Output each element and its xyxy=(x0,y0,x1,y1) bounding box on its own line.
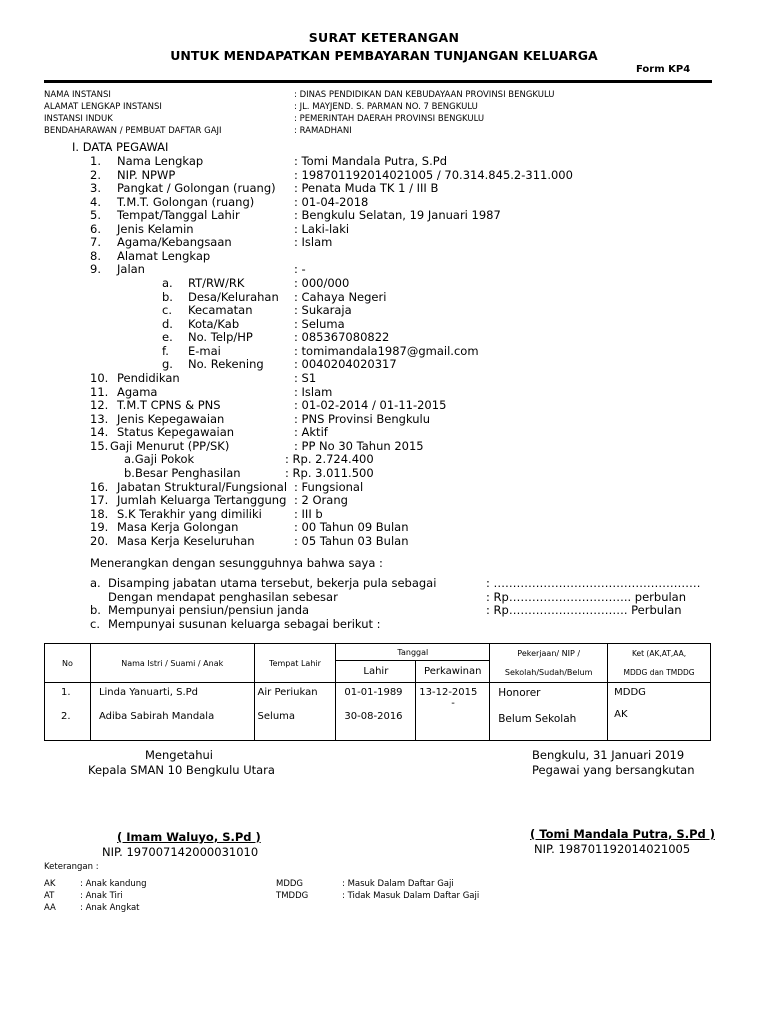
item-number: 8. xyxy=(90,248,101,263)
sign-left-nip: NIP. 197007142000031010 xyxy=(102,845,259,859)
legend-title: Keterangan : xyxy=(44,862,99,872)
row-tempat: Seluma xyxy=(257,711,296,722)
item-value: : - xyxy=(294,262,306,276)
instansi-label: NAMA INSTANSI xyxy=(44,90,111,100)
sign-right-date: Bengkulu, 31 Januari 2019 xyxy=(532,748,685,762)
header-ket xyxy=(608,644,711,683)
item-value: : 01-04-2018 xyxy=(294,194,369,209)
sub-item-value: : 000/000 xyxy=(294,276,350,290)
row-perkawinan: 13-12-2015 xyxy=(419,687,478,698)
item-value: : 2 Orang xyxy=(294,493,348,507)
sub-item-label: Desa/Kelurahan xyxy=(188,289,279,304)
item-label: T.M.T CPNS & PNS xyxy=(117,398,221,412)
item-label: Jumlah Keluarga Tertanggung xyxy=(117,493,287,507)
row-perkawinan: - xyxy=(451,698,455,709)
sub-item-label: E-mai xyxy=(188,343,221,358)
instansi-value: : JL. MAYJEND. S. PARMAN NO. 7 BENGKULU xyxy=(294,102,478,112)
item-number: 18. xyxy=(90,506,109,521)
item-number: 10. xyxy=(90,371,109,385)
item-value: : 198701192014021005 / 70.314.845.2-311.000 xyxy=(294,167,573,182)
item-value: : Islam xyxy=(294,384,333,399)
item-label: Jenis Kelamin xyxy=(117,221,194,236)
item-value: : III b xyxy=(294,506,323,521)
item-number: 15. xyxy=(90,438,109,453)
item-number: 4. xyxy=(90,194,101,209)
item-label: T.M.T. Golongan (ruang) xyxy=(117,194,255,209)
item-value: : 00 Tahun 09 Bulan xyxy=(294,520,409,534)
legend-code: AK xyxy=(44,879,56,889)
item-label: Jabatan Struktural/Fungsional xyxy=(117,479,288,494)
row-no: 2. xyxy=(61,711,71,722)
item-number: 19. xyxy=(90,520,109,534)
item-number: 9. xyxy=(90,262,101,276)
instansi-value: : RAMADHANI xyxy=(294,126,352,136)
item-number: 5. xyxy=(90,208,101,222)
item-number: 17. xyxy=(90,493,109,507)
item-label: Agama xyxy=(117,384,158,399)
row-nama: Linda Yanuarti, S.Pd xyxy=(98,687,199,698)
sub-item-letter: b. xyxy=(162,289,173,304)
header-no: No xyxy=(45,644,91,683)
legend-text: : Tidak Masuk Dalam Daftar Gaji xyxy=(342,891,480,901)
item-value: : PP No 30 Tahun 2015 xyxy=(294,438,424,453)
item-value: : Fungsional xyxy=(294,479,364,494)
header-tanggal: Tanggal xyxy=(336,644,490,661)
form-code: Form KP4 xyxy=(636,64,691,75)
sub-item-label: Kecamatan xyxy=(188,303,253,317)
row-tempat: Air Periukan xyxy=(257,687,318,698)
sub-item-value: : tomimandala1987@gmail.com xyxy=(294,343,479,358)
legend-text: : Anak Tiri xyxy=(80,891,123,901)
declaration-value: : Rp…………………………. Perbulan xyxy=(486,603,682,617)
row-nama: Adiba Sabirah Mandala xyxy=(98,711,215,722)
item-number: 1. xyxy=(90,154,101,168)
section-title: I. DATA PEGAWAI xyxy=(72,140,169,154)
sub-item-value: : 0040204020317 xyxy=(294,357,397,371)
item-value: : Aktif xyxy=(294,425,328,439)
declaration-text: Menerangkan dengan sesungguhnya bahwa saya : xyxy=(90,556,383,570)
header-tempat-lahir: Tempat Lahir xyxy=(254,644,336,683)
declaration-item: Dengan mendapat penghasilan sebesar xyxy=(108,589,338,604)
header-lahir: Lahir xyxy=(336,661,416,683)
sign-left-line1: Mengetahui xyxy=(145,748,213,762)
sign-left-name: ( Imam Waluyo, S.Pd ) xyxy=(117,830,261,844)
row-ket: MDDG xyxy=(614,687,646,698)
sub-item-letter: f. xyxy=(162,343,169,358)
item-value: : 01-02-2014 / 01-11-2015 xyxy=(294,398,447,412)
declaration-letter: c. xyxy=(90,617,100,631)
salary-label: a.Gaji Pokok xyxy=(124,452,195,466)
row-ket: AK xyxy=(614,709,628,720)
legend-code: TMDDG xyxy=(276,891,309,901)
sub-item-letter: c. xyxy=(162,303,172,317)
item-label: Masa Kerja Golongan xyxy=(117,520,239,534)
item-number: 13. xyxy=(90,411,109,426)
item-value: : 05 Tahun 03 Bulan xyxy=(294,534,409,548)
instansi-value: : DINAS PENDIDIKAN DAN KEBUDAYAAN PROVINSI BENGKULU xyxy=(294,90,555,100)
table-row xyxy=(45,683,711,741)
legend-code: AT xyxy=(44,891,55,901)
item-number: 16. xyxy=(90,479,109,494)
item-label: NIP. NPWP xyxy=(117,167,176,182)
item-value: : Islam xyxy=(294,235,333,249)
declaration-value: : ……………………………………………… xyxy=(486,576,701,590)
header-pekerjaan xyxy=(490,644,608,683)
sub-item-label: RT/RW/RK xyxy=(188,276,245,290)
document-subtitle: UNTUK MENDAPATKAN PEMBAYARAN TUNJANGAN KELUARGA xyxy=(170,48,598,63)
item-label: Nama Lengkap xyxy=(117,154,204,168)
header-divider xyxy=(44,80,712,83)
item-value: : Bengkulu Selatan, 19 Januari 1987 xyxy=(294,208,501,222)
row-pekerjaan: Honorer xyxy=(498,687,541,699)
declaration-item: Disamping jabatan utama tersebut, bekerja pula sebagai xyxy=(108,576,437,590)
item-label: Jalan xyxy=(117,262,145,276)
item-number: 2. xyxy=(90,167,101,182)
sign-right-line2: Pegawai yang bersangkutan xyxy=(532,763,695,777)
row-pekerjaan: Belum Sekolah xyxy=(498,713,577,725)
legend-text: : Masuk Dalam Daftar Gaji xyxy=(342,879,454,889)
item-label: Tempat/Tanggal Lahir xyxy=(117,208,240,222)
salary-label: b.Besar Penghasilan xyxy=(124,465,241,480)
document-title: SURAT KETERANGAN xyxy=(308,30,460,45)
header-pekerjaan-line2: Sekolah/Sudah/Belum xyxy=(504,668,593,677)
item-label: Jenis Kepegawaian xyxy=(117,411,225,426)
item-label: S.K Terakhir yang dimiliki xyxy=(117,506,262,521)
item-number: 7. xyxy=(90,235,101,249)
item-number: 11. xyxy=(90,384,109,399)
instansi-value: : PEMERINTAH DAERAH PROVINSI BENGKULU xyxy=(294,114,485,124)
legend-text: : Anak kandung xyxy=(80,879,147,889)
declaration-value: : Rp………………………….. perbulan xyxy=(486,589,687,604)
header-ket-line2: MDDG dan TMDDG xyxy=(623,668,695,677)
item-label: Alamat Lengkap xyxy=(117,248,211,263)
item-number: 12. xyxy=(90,398,109,412)
legend-code: MDDG xyxy=(276,879,304,889)
item-number: 20. xyxy=(90,534,109,548)
salary-value: : Rp. 2.724.400 xyxy=(285,452,374,466)
item-number: 6. xyxy=(90,221,101,236)
header-ket-line1: Ket (AK,AT,AA, xyxy=(631,649,687,658)
sub-item-value: : 085367080822 xyxy=(294,330,390,344)
item-label: Pangkat / Golongan (ruang) xyxy=(117,181,276,195)
item-number: 3. xyxy=(90,181,101,195)
item-value: : Tomi Mandala Putra, S.Pd xyxy=(294,154,447,168)
item-value: : PNS Provinsi Bengkulu xyxy=(294,411,431,426)
salary-value: : Rp. 3.011.500 xyxy=(285,465,374,480)
sub-item-letter: e. xyxy=(162,330,173,344)
declaration-letter: b. xyxy=(90,603,101,617)
item-label: Pendidikan xyxy=(117,371,180,385)
row-lahir: 01-01-1989 xyxy=(344,687,403,698)
sub-item-letter: d. xyxy=(162,316,173,331)
declaration-item: Mempunyai pensiun/pensiun janda xyxy=(108,603,310,617)
item-label: Status Kepegawaian xyxy=(117,425,235,439)
sub-item-label: No. Telp/HP xyxy=(188,330,253,344)
row-lahir: 30-08-2016 xyxy=(344,711,403,722)
family-table xyxy=(44,643,711,741)
legend-code: AA xyxy=(44,903,56,913)
sub-item-value: : Sukaraja xyxy=(294,303,352,317)
instansi-label: BENDAHARAWAN / PEMBUAT DAFTAR GAJI xyxy=(44,126,222,136)
item-label: Masa Kerja Keseluruhan xyxy=(117,534,255,548)
legend-text: : Anak Angkat xyxy=(80,903,140,913)
item-value: : S1 xyxy=(294,371,317,385)
table-header-row xyxy=(45,644,711,661)
declaration-letter: a. xyxy=(90,576,101,590)
item-value: : Penata Muda TK 1 / III B xyxy=(294,181,439,195)
instansi-label: ALAMAT LENGKAP INSTANSI xyxy=(44,102,162,112)
sign-right-nip: NIP. 198701192014021005 xyxy=(534,842,691,856)
declaration-item: Mempunyai susunan keluarga sebagai berikut : xyxy=(108,617,381,631)
sub-item-label: Kota/Kab xyxy=(188,316,240,331)
sign-right-name: ( Tomi Mandala Putra, S.Pd ) xyxy=(530,827,715,841)
item-label: Agama/Kebangsaan xyxy=(117,235,232,249)
header-perkawinan: Perkawinan xyxy=(416,661,490,683)
header-pekerjaan-line1: Pekerjaan/ NIP / xyxy=(517,649,581,658)
header-nama: Nama Istri / Suami / Anak xyxy=(90,644,254,683)
sub-item-letter: a. xyxy=(162,276,173,290)
item-value: : Laki-laki xyxy=(294,221,350,236)
sub-item-letter: g. xyxy=(162,357,173,371)
sub-item-value: : Cahaya Negeri xyxy=(294,289,387,304)
sub-item-label: No. Rekening xyxy=(188,357,264,371)
instansi-label: INSTANSI INDUK xyxy=(44,114,113,124)
item-label: Gaji Menurut (PP/SK) xyxy=(110,438,230,453)
sub-item-value: : Seluma xyxy=(294,316,345,331)
sign-left-line2: Kepala SMAN 10 Bengkulu Utara xyxy=(88,763,275,777)
row-no: 1. xyxy=(61,687,71,698)
item-number: 14. xyxy=(90,425,109,439)
